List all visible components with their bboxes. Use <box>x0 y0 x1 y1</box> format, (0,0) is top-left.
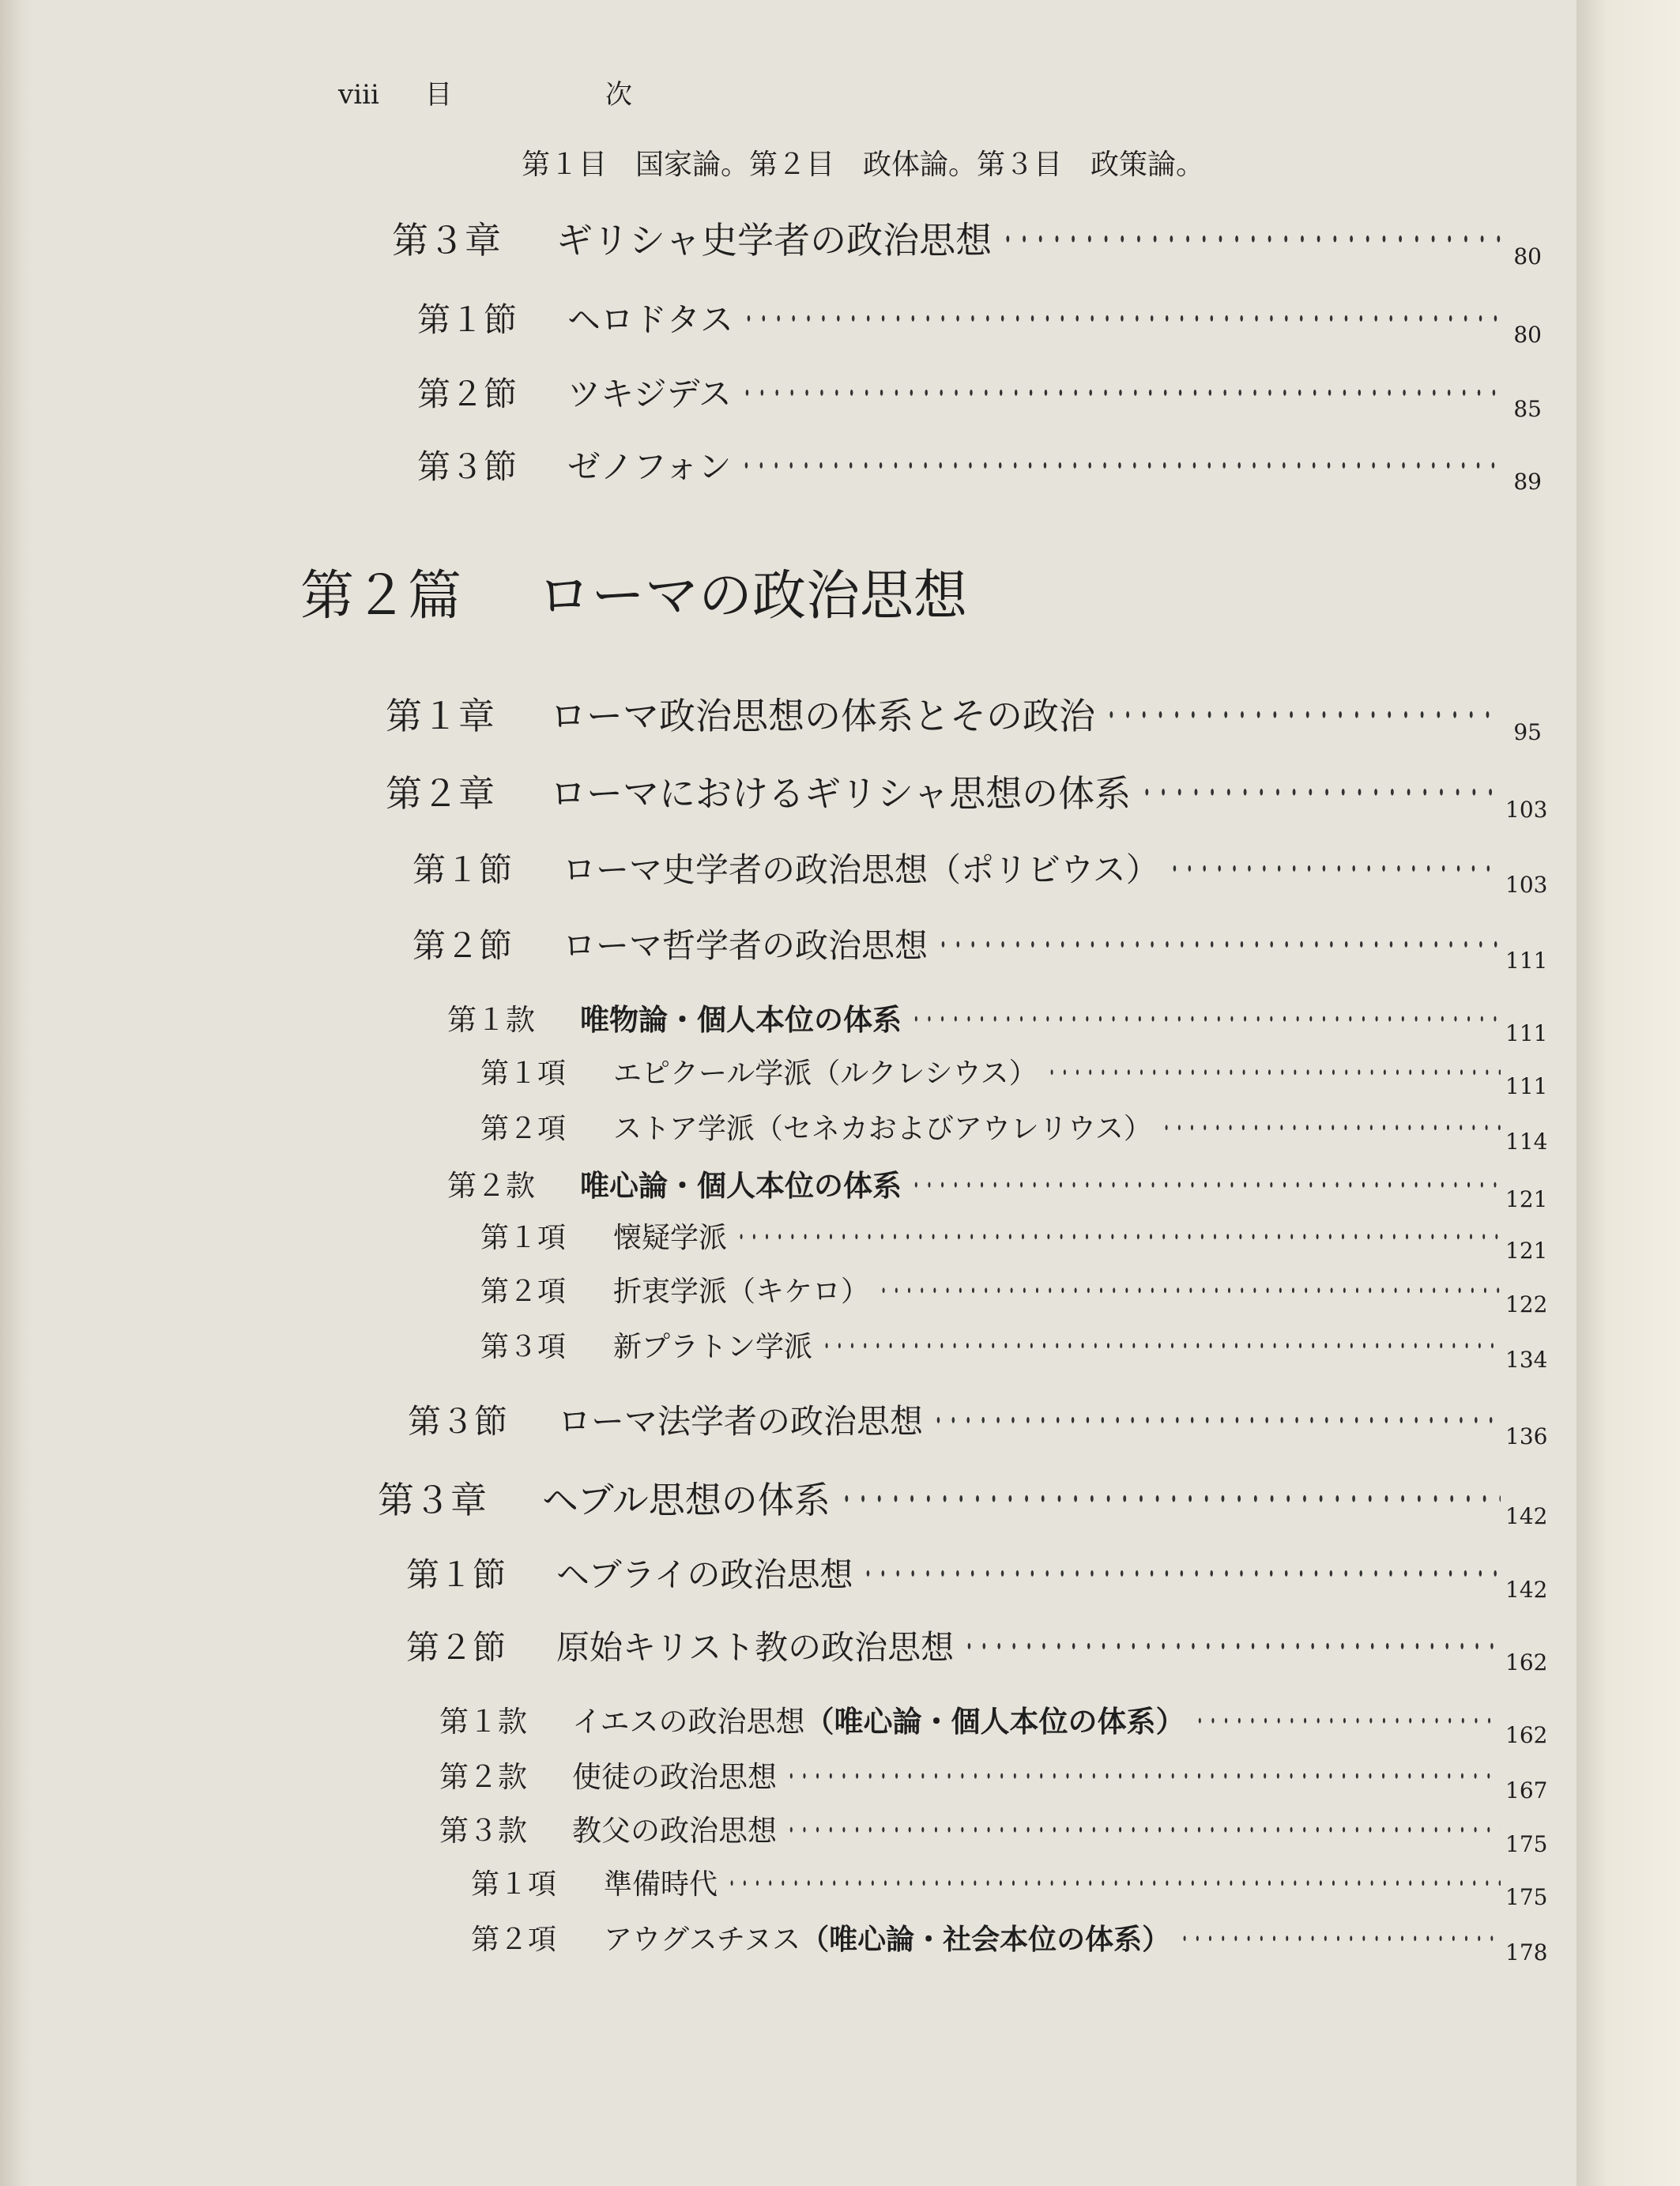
leader-dots <box>735 1215 1501 1256</box>
entry-page: 103 <box>1505 872 1548 898</box>
entry-number: 第１項 <box>471 1868 557 1901</box>
entry-page: 175 <box>1505 1831 1548 1857</box>
entry-title: ヘブライの政治思想 <box>556 1555 853 1594</box>
entry-title: 準備時代 <box>604 1868 718 1901</box>
header-title-2: 次 <box>605 79 632 111</box>
entry-number: 第２項 <box>480 1276 567 1308</box>
entry-title: 新プラトン学派 <box>613 1331 813 1363</box>
entry-number: 第１項 <box>480 1057 567 1090</box>
entry-page: 103 <box>1505 797 1548 823</box>
book-spine <box>1576 0 1680 2186</box>
entry-title: 唯心論・個人本位の体系 <box>580 1168 902 1203</box>
entry-number: 第１款 <box>439 1705 527 1739</box>
entry-page: 162 <box>1505 1649 1548 1675</box>
entry-number: 第１節 <box>406 1555 507 1594</box>
leader-dots <box>1160 1106 1501 1147</box>
part-title: ローマの政治思想 <box>537 565 968 628</box>
leader-dots <box>725 1862 1501 1902</box>
entry-page: 111 <box>1505 1020 1548 1046</box>
leader-dots <box>838 1472 1501 1524</box>
toc-entry[interactable] <box>412 844 1548 898</box>
leader-dots <box>1167 844 1501 891</box>
entry-page: 85 <box>1513 396 1542 422</box>
entry-number: 第１項 <box>480 1222 567 1254</box>
toc-entry[interactable] <box>386 688 1542 745</box>
leader-dots <box>741 294 1501 341</box>
entry-title: 唯物論・個人本位の体系 <box>580 1002 902 1037</box>
entry-number: 第２節 <box>406 1628 507 1667</box>
entry-number: 第２款 <box>447 1169 535 1203</box>
leader-dots <box>740 368 1501 416</box>
entry-number: 第２項 <box>471 1924 557 1956</box>
leader-dots <box>785 1807 1501 1849</box>
leader-dots <box>785 1753 1501 1796</box>
leader-dots <box>739 441 1501 488</box>
leader-dots <box>910 996 1501 1038</box>
toc-entry[interactable] <box>439 1753 1548 1803</box>
entry-number: 第２節 <box>417 375 518 413</box>
toc-entry[interactable] <box>386 765 1548 823</box>
header-title-1: 目 <box>425 79 452 111</box>
entry-number: 第３款 <box>439 1814 527 1848</box>
page-left-edge <box>0 0 32 2186</box>
entry-number: 第１款 <box>447 1003 535 1037</box>
toc-entry[interactable] <box>480 1106 1548 1155</box>
toc-entry[interactable] <box>480 1269 1548 1317</box>
leader-dots <box>1103 688 1501 740</box>
toc-entry[interactable] <box>417 368 1542 422</box>
entry-page: 80 <box>1513 243 1542 269</box>
entry-page: 122 <box>1505 1291 1548 1317</box>
entry-page: 95 <box>1513 719 1542 745</box>
entry-title: ローマ史学者の政治思想（ポリビウス） <box>563 850 1159 889</box>
entry-title-emphasis: （唯心論・社会本位の体系） <box>800 1923 1171 1956</box>
entry-number: 第１章 <box>386 695 495 737</box>
leader-dots <box>936 920 1501 967</box>
entry-number: 第３節 <box>417 447 518 486</box>
entry-number: 第３節 <box>408 1402 508 1441</box>
leader-dots <box>877 1269 1501 1310</box>
leader-dots <box>931 1396 1501 1443</box>
entry-title: 折衷学派（キケロ） <box>613 1276 870 1308</box>
entry-page: 89 <box>1513 469 1542 495</box>
entry-number: 第１節 <box>412 850 513 889</box>
entry-title: 原始キリスト教の政治思想 <box>556 1628 955 1667</box>
entry-number: 第３章 <box>392 219 501 262</box>
entry-title: 教父の政治思想 <box>572 1814 777 1848</box>
entry-page: 175 <box>1505 1884 1548 1910</box>
entry-title: ヘロドタス <box>567 300 734 339</box>
leader-dots <box>1139 765 1501 817</box>
toc-entry[interactable] <box>406 1622 1548 1675</box>
toc-entry[interactable] <box>480 1215 1548 1264</box>
entry-page: 142 <box>1505 1577 1548 1603</box>
leader-dots <box>910 1162 1501 1204</box>
leader-dots <box>1193 1698 1501 1740</box>
entry-title: ギリシャ史学者の政治思想 <box>556 219 993 262</box>
entry-page: 114 <box>1505 1129 1548 1155</box>
entry-page: 134 <box>1505 1347 1548 1373</box>
leader-dots <box>1000 212 1501 264</box>
toc-entry[interactable] <box>480 1051 1548 1099</box>
entry-number: 第２款 <box>439 1760 527 1794</box>
entry-page: 121 <box>1505 1238 1548 1264</box>
toc-entry[interactable] <box>406 1549 1548 1603</box>
running-header <box>338 73 632 111</box>
toc-entry[interactable] <box>480 1325 1548 1373</box>
leader-dots <box>820 1325 1501 1365</box>
entry-title: ツキジデス <box>567 375 732 413</box>
entry-number: 第１節 <box>417 300 518 339</box>
entry-page: 142 <box>1505 1503 1548 1529</box>
entry-page: 111 <box>1505 1073 1548 1099</box>
toc-entry[interactable] <box>471 1917 1548 1966</box>
entry-title: ローマにおけるギリシャ思想の体系 <box>550 772 1132 815</box>
entry-title: アウグスチヌス <box>604 1924 801 1956</box>
entry-number: 第２項 <box>480 1113 567 1145</box>
toc-entry[interactable] <box>378 1472 1548 1529</box>
page-folio: viii <box>338 79 379 111</box>
entry-title: ストア学派（セネカおよびアウレリウス） <box>613 1113 1152 1145</box>
entry-number: 第２章 <box>386 772 495 815</box>
entry-title: ローマ法学者の政治思想 <box>558 1402 924 1441</box>
toc-entry[interactable] <box>417 294 1542 348</box>
entry-page: 111 <box>1505 948 1548 974</box>
part-heading <box>300 553 967 630</box>
entry-title: ローマ政治思想の体系とその政治 <box>550 695 1095 737</box>
part-number: 第２篇 <box>300 565 462 628</box>
toc-entry[interactable] <box>417 441 1542 495</box>
toc-entry[interactable] <box>392 212 1542 269</box>
toc-entry[interactable] <box>447 1162 1548 1212</box>
entry-number: 第３章 <box>378 1479 487 1521</box>
leader-dots <box>1178 1917 1501 1958</box>
entry-title: イエスの政治思想 <box>572 1705 805 1739</box>
toc-entry[interactable] <box>412 920 1548 974</box>
leader-dots <box>861 1549 1501 1596</box>
entry-title: ゼノフォン <box>567 447 732 486</box>
entry-page: 178 <box>1505 1939 1548 1966</box>
toc-entry[interactable] <box>408 1396 1548 1449</box>
entry-title: ヘブル思想の体系 <box>542 1479 831 1521</box>
toc-entry[interactable] <box>439 1807 1548 1857</box>
entry-page: 136 <box>1505 1423 1548 1449</box>
entry-page: 167 <box>1505 1777 1548 1803</box>
leader-dots <box>962 1622 1501 1669</box>
toc-entry[interactable] <box>447 996 1548 1046</box>
subitems-line: 第１目 国家論。第２目 政体論。第３目 政策論。 <box>522 149 1205 181</box>
entry-title: ローマ哲学者の政治思想 <box>563 926 929 965</box>
entry-number: 第２節 <box>412 926 513 965</box>
entry-title: 使徒の政治思想 <box>572 1760 777 1794</box>
entry-page: 80 <box>1513 322 1542 348</box>
toc-entry[interactable] <box>439 1698 1548 1748</box>
entry-page: 162 <box>1505 1722 1548 1748</box>
entry-page: 121 <box>1505 1186 1548 1212</box>
entry-title: エピクール学派（ルクレシウス） <box>613 1057 1038 1090</box>
entry-title-emphasis: （唯心論・個人本位の体系） <box>804 1704 1185 1739</box>
entry-number: 第３項 <box>480 1331 567 1363</box>
leader-dots <box>1045 1051 1501 1091</box>
entry-title: 懐疑学派 <box>613 1222 728 1254</box>
toc-entry[interactable] <box>471 1862 1548 1910</box>
